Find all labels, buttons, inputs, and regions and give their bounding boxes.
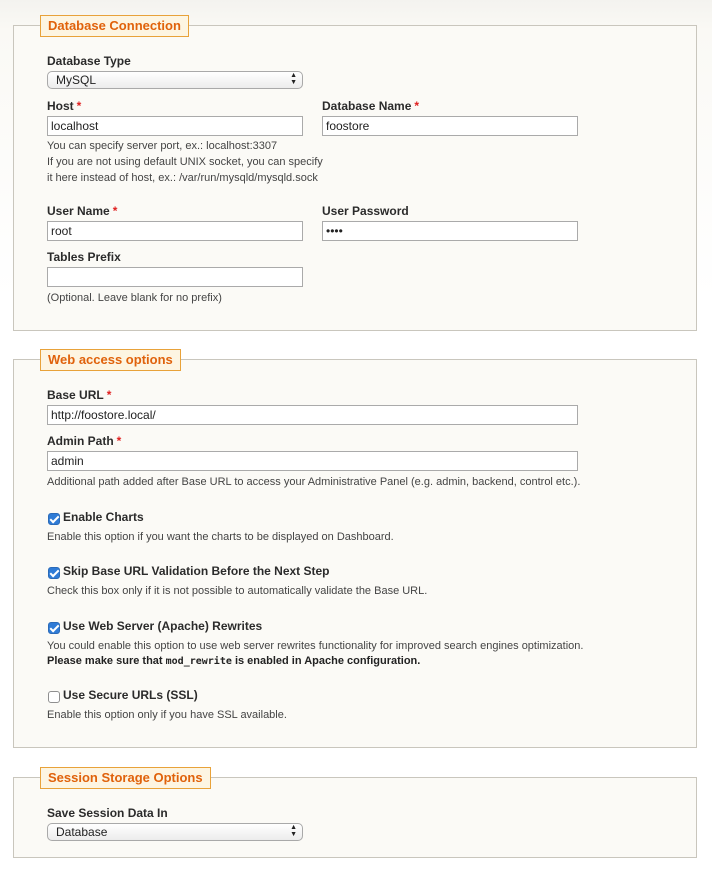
required-mark: *: [414, 99, 420, 113]
use-web-server-rewrites-checkbox[interactable]: [48, 622, 60, 634]
required-mark: *: [76, 99, 82, 113]
skip-base-url-validation-hint: Check this box only if it is not possible to automatically validate the Base URL.: [47, 585, 428, 597]
use-web-server-rewrites-hint: You could enable this option to use web server rewrites functionality for improved search engines optimization.: [47, 640, 584, 652]
mod-rewrite-note-text: Please make sure that: [47, 655, 163, 667]
admin-path-input[interactable]: [47, 451, 578, 471]
host-label: [47, 99, 81, 113]
host-input[interactable]: [47, 116, 303, 136]
required-mark: *: [106, 388, 112, 402]
skip-base-url-validation-checkbox[interactable]: [48, 567, 60, 579]
mod-rewrite-note-text: is enabled in Apache configuration.: [234, 655, 421, 667]
tables-prefix-input[interactable]: [47, 267, 303, 287]
web-access-options-section: [13, 352, 697, 748]
admin-path-label: [47, 434, 121, 448]
database-name-input[interactable]: [322, 116, 578, 136]
user-name-input[interactable]: [47, 221, 303, 241]
user-password-label: User Password: [322, 204, 409, 218]
use-secure-urls-label[interactable]: Use Secure URLs (SSL): [63, 688, 198, 702]
database-connection-section: [13, 18, 697, 331]
use-secure-urls-checkbox[interactable]: [48, 691, 60, 703]
user-password-input[interactable]: [322, 221, 578, 241]
use-web-server-rewrites-label[interactable]: Use Web Server (Apache) Rewrites: [63, 619, 263, 633]
user-name-label: [47, 204, 117, 218]
host-hint: [47, 138, 323, 186]
database-name-label: [322, 99, 419, 113]
section-legend: Database Connection: [40, 15, 189, 37]
required-mark: *: [112, 204, 118, 218]
required-mark: *: [116, 434, 122, 448]
mod-rewrite-code: mod_rewrite: [165, 656, 232, 667]
save-session-data-value: Database: [56, 825, 108, 839]
base-url-label-text: Base URL: [47, 388, 104, 402]
save-session-data-select[interactable]: [47, 823, 303, 841]
base-url-input[interactable]: [47, 405, 578, 425]
session-storage-options-section: [13, 770, 697, 858]
host-hint-line: You can specify server port, ex.: localhost:3307: [47, 140, 278, 152]
use-secure-urls-hint: Enable this option only if you have SSL available.: [47, 709, 287, 721]
database-type-label: Database Type: [47, 54, 131, 68]
save-session-data-label: Save Session Data In: [47, 806, 168, 820]
base-url-label: [47, 388, 111, 402]
database-type-value: MySQL: [56, 73, 97, 87]
enable-charts-label[interactable]: Enable Charts: [63, 510, 144, 524]
select-arrows-icon: ▲ ▼: [290, 824, 297, 838]
mod-rewrite-note: [47, 653, 420, 670]
enable-charts-hint: Enable this option if you want the charts to be displayed on Dashboard.: [47, 531, 394, 543]
tables-prefix-label: Tables Prefix: [47, 250, 121, 264]
tables-prefix-hint: (Optional. Leave blank for no prefix): [47, 292, 222, 304]
admin-path-hint: Additional path added after Base URL to access your Administrative Panel (e.g. admin, backend, control etc.).: [47, 476, 581, 488]
host-label-text: Host: [47, 99, 74, 113]
enable-charts-checkbox[interactable]: [48, 513, 60, 525]
user-name-label-text: User Name: [47, 204, 110, 218]
database-name-label-text: Database Name: [322, 99, 412, 113]
host-hint-line: If you are not using default UNIX socket, you can specify: [47, 156, 323, 168]
host-hint-line: it here instead of host, ex.: /var/run/mysqld/mysqld.sock: [47, 172, 318, 184]
database-type-select[interactable]: [47, 71, 303, 89]
admin-path-label-text: Admin Path: [47, 434, 114, 448]
select-arrows-icon: ▲ ▼: [290, 72, 297, 86]
section-legend: Session Storage Options: [40, 767, 211, 789]
section-legend: Web access options: [40, 349, 181, 371]
skip-base-url-validation-label[interactable]: Skip Base URL Validation Before the Next Step: [63, 564, 330, 578]
